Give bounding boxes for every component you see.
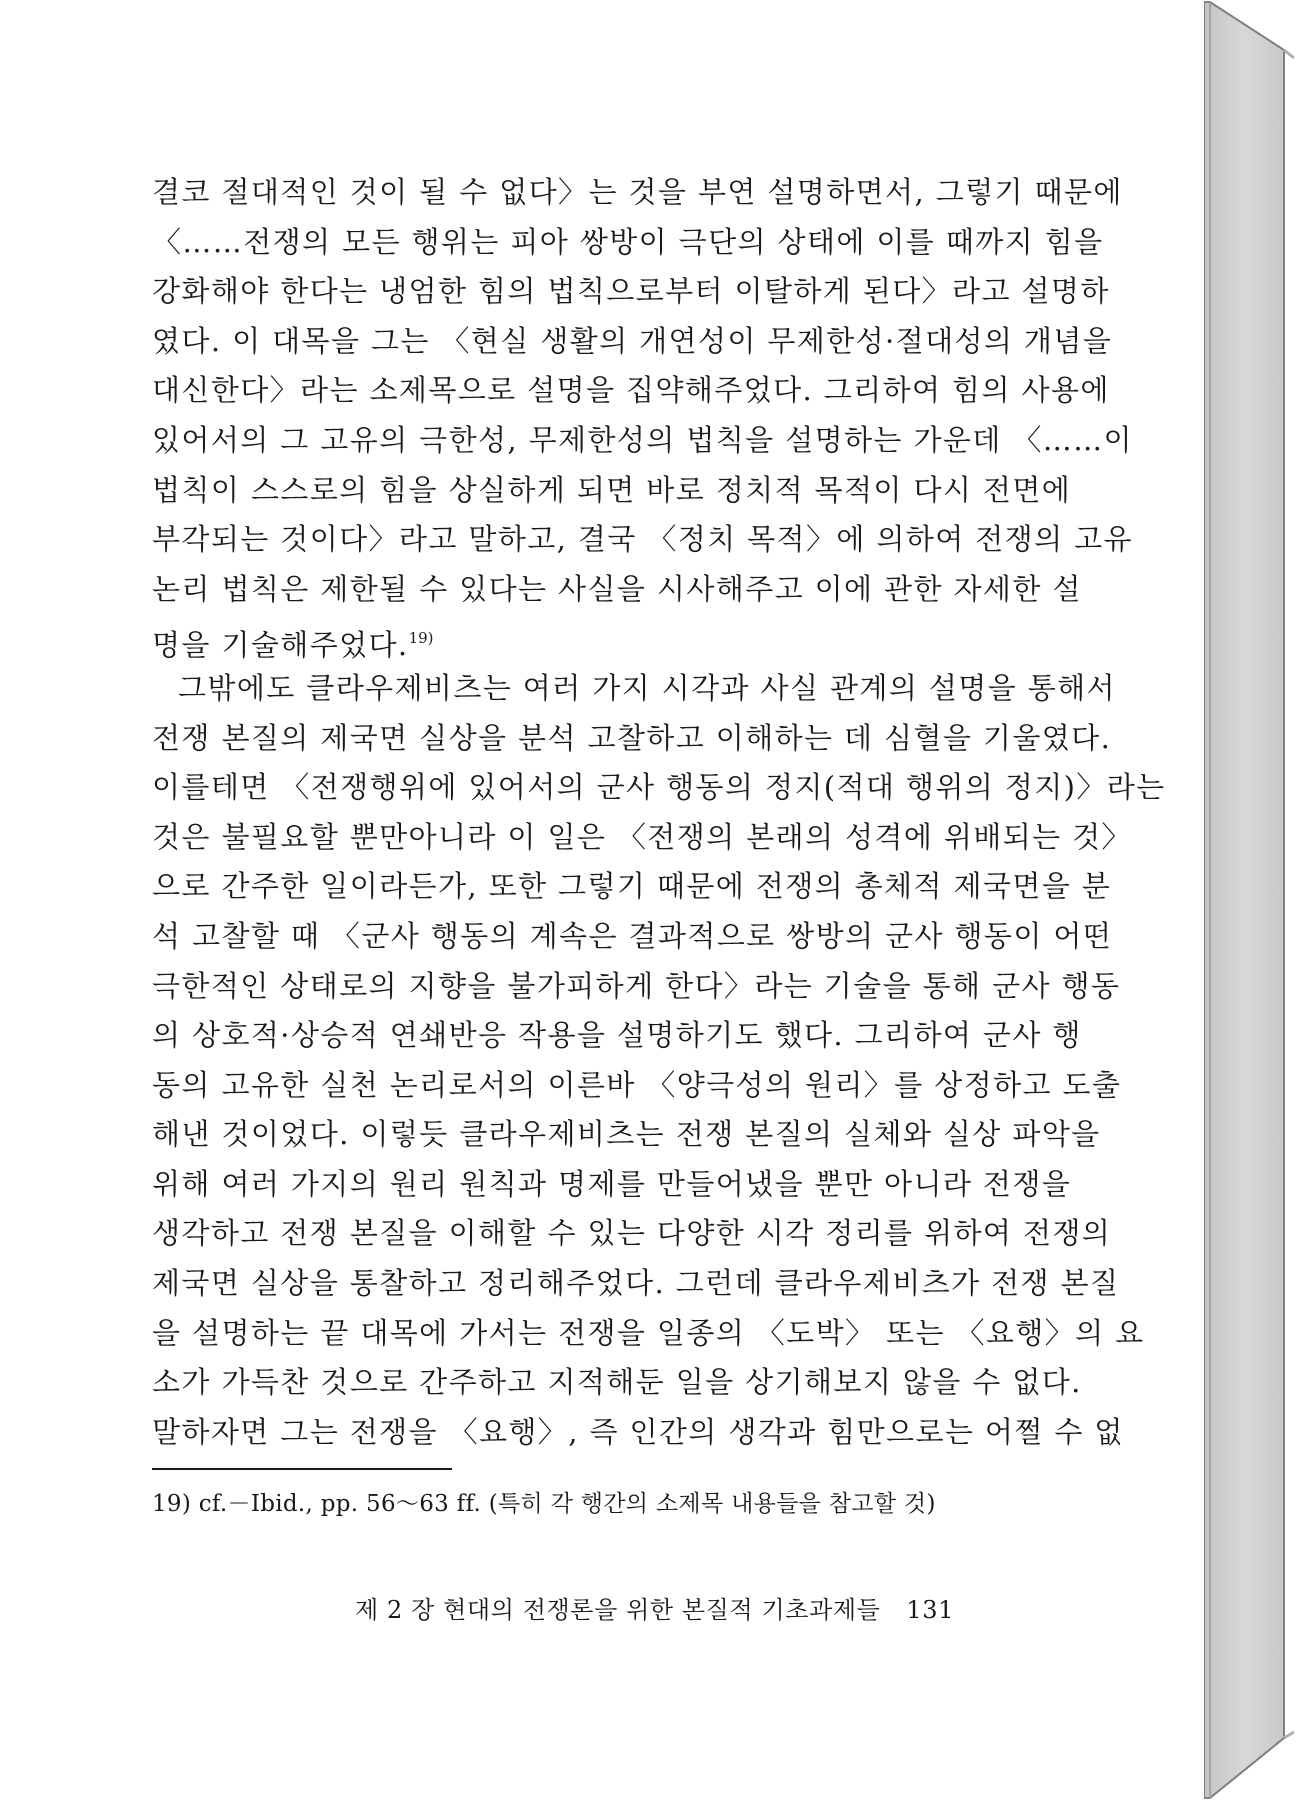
body-line-13: 이를테면 〈전쟁행위에 있어서의 군사 행동의 정지(적대 행위의 정지)〉라는	[152, 770, 1166, 805]
chapter-title: 제 2 장 현대의 전쟁론을 위한 본질적 기초과제들	[355, 1596, 881, 1624]
body-line-4: 였다. 이 대목을 그는 〈현실 생활의 개연성이 무제한성·절대성의 개념을	[152, 323, 1113, 358]
footnote-reference: 19)	[408, 629, 434, 648]
body-line-18: 의 상호적·상승적 연쇄반응 작용을 설명하기도 했다. 그리하여 군사 행	[152, 1018, 1082, 1053]
body-line-26: 말하자면 그는 전쟁을 〈요행〉, 즉 인간의 생각과 힘만으로는 어쩔 수 없	[152, 1414, 1124, 1449]
body-line-24: 을 설명하는 끝 대목에 가서는 전쟁을 일종의 〈도박〉 또는 〈요행〉의 요	[152, 1315, 1145, 1350]
body-line-20: 해낸 것이었다. 이렇듯 클라우제비츠는 전쟁 본질의 실체와 실상 파악을	[152, 1117, 1101, 1152]
page-number: 131	[906, 1596, 954, 1624]
body-line-7: 법칙이 스스로의 힘을 상실하게 되면 바로 정치적 목적이 다시 전면에	[152, 472, 1072, 507]
body-line-16: 석 고찰할 때 〈군사 행동의 계속은 결과적으로 쌍방의 군사 행동이 어떤	[152, 918, 1113, 953]
body-line-1: 결코 절대적인 것이 될 수 없다〉는 것을 부연 설명하면서, 그렇기 때문에	[152, 175, 1123, 209]
body-line-5: 대신한다〉라는 소제목으로 설명을 집약해주었다. 그리하여 힘의 사용에	[152, 373, 1110, 408]
body-line-12: 전쟁 본질의 제국면 실상을 분석 고찰하고 이해하는 데 심혈을 기울였다.	[152, 720, 1112, 755]
body-line-22: 생각하고 전쟁 본질을 이해할 수 있는 다양한 시각 정리를 위하여 전쟁의	[152, 1216, 1112, 1251]
body-line-25: 소가 가득찬 것으로 간주하고 지적해둔 일을 상기해보지 않을 수 없다.	[152, 1365, 1082, 1400]
body-line-3: 강화해야 한다는 냉엄한 힘의 법칙으로부터 이탈하게 된다〉라고 설명하	[152, 274, 1110, 309]
body-line-10	[152, 614, 1062, 664]
body-line-2: 〈……전쟁의 모든 행위는 피아 쌍방이 극단의 상태에 이를 때까지 힘을	[152, 224, 1104, 259]
paragraph-1-last-text: 명을 기술해주었다.	[152, 628, 409, 663]
body-text	[152, 168, 1166, 1457]
body-line-8: 부각되는 것이다〉라고 말하고, 결국 〈정치 목적〉에 의하여 전쟁의 고유	[152, 522, 1133, 557]
body-line-15: 으로 간주한 일이라든가, 또한 그렇기 때문에 전쟁의 총체적 제국면을 분	[152, 869, 1112, 904]
body-line-21: 위해 여러 가지의 원리 원칙과 명제를 만들어냈을 뿐만 아니라 전쟁을	[152, 1166, 1072, 1201]
running-footer	[355, 1594, 954, 1626]
body-line-6: 있어서의 그 고유의 극한성, 무제한성의 법칙을 설명하는 가운데 〈……이	[152, 422, 1133, 457]
footnote-19: 19) cf.－Ibid., pp. 56～63 ff. (특히 각 행간의 소제목 내용들을 참고할 것)	[152, 1491, 936, 1517]
body-line-19: 동의 고유한 실천 논리로서의 이른바 〈양극성의 원리〉를 상정하고 도출	[152, 1067, 1122, 1102]
footnote-divider	[152, 1468, 452, 1470]
body-line-9: 논리 법칙은 제한될 수 있다는 사실을 시사해주고 이에 관한 자세한 설	[152, 571, 1082, 606]
body-line-14: 것은 불필요할 뿐만아니라 이 일은 〈전쟁의 본래의 성격에 위배되는 것〉	[152, 819, 1132, 854]
body-line-23: 제국면 실상을 통찰하고 정리해주었다. 그런데 클라우제비츠가 전쟁 본질	[152, 1266, 1120, 1301]
body-line-11: 그밖에도 클라우제비츠는 여러 가지 시각과 사실 관계의 설명을 통해서	[178, 670, 1116, 705]
body-line-17: 극한적인 상태로의 지향을 불가피하게 한다〉라는 기술을 통해 군사 행동	[152, 968, 1121, 1003]
